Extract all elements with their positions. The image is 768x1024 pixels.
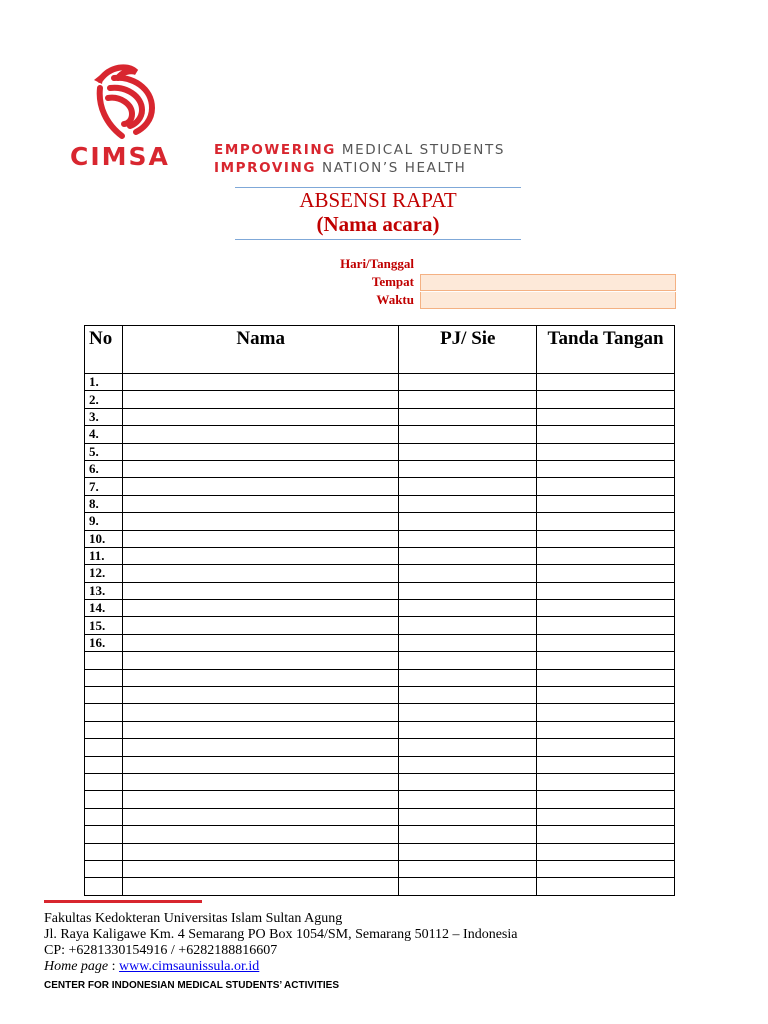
table-row	[85, 495, 675, 512]
table-row	[85, 582, 675, 599]
cell-nama[interactable]	[122, 704, 398, 721]
cell-pj-sie[interactable]	[399, 513, 537, 530]
cell-tanda-tangan[interactable]	[537, 408, 675, 425]
cell-tanda-tangan[interactable]	[537, 634, 675, 651]
row-number: 5.	[85, 443, 123, 460]
row-number: 11.	[85, 547, 123, 564]
cell-pj-sie[interactable]	[399, 704, 537, 721]
cell-pj-sie[interactable]	[399, 843, 537, 860]
cell-pj-sie[interactable]	[399, 582, 537, 599]
table-row	[85, 391, 675, 408]
cell-pj-sie[interactable]	[399, 634, 537, 651]
info-row-waktu	[300, 291, 676, 309]
tagline-nations-health: NATION’S HEALTH	[316, 160, 467, 176]
row-number: 15.	[85, 617, 123, 634]
homepage-link[interactable]: www.cimsaunissula.or.id	[119, 959, 260, 974]
row-number	[85, 843, 123, 860]
cell-pj-sie[interactable]	[399, 878, 537, 895]
cell-nama[interactable]	[122, 756, 398, 773]
row-number	[85, 669, 123, 686]
table-row	[85, 687, 675, 704]
row-number: 13.	[85, 582, 123, 599]
row-number	[85, 756, 123, 773]
table-row	[85, 408, 675, 425]
cell-tanda-tangan[interactable]	[537, 826, 675, 843]
cell-tanda-tangan[interactable]	[537, 843, 675, 860]
cell-nama[interactable]	[122, 513, 398, 530]
table-row	[85, 617, 675, 634]
row-number: 2.	[85, 391, 123, 408]
cell-nama[interactable]	[122, 391, 398, 408]
cell-nama[interactable]	[122, 860, 398, 877]
cell-nama[interactable]	[122, 495, 398, 512]
info-label-hari-tanggal: Hari/Tanggal	[340, 256, 414, 271]
cell-tanda-tangan[interactable]	[537, 669, 675, 686]
cell-tanda-tangan[interactable]	[537, 600, 675, 617]
title-subtitle: (Nama acara)	[316, 212, 440, 236]
cell-tanda-tangan[interactable]	[537, 565, 675, 582]
cell-nama[interactable]	[122, 617, 398, 634]
cell-tanda-tangan[interactable]	[537, 652, 675, 669]
info-value-waktu[interactable]	[420, 292, 676, 309]
row-number	[85, 687, 123, 704]
cell-pj-sie[interactable]	[399, 756, 537, 773]
homepage-separator: :	[108, 959, 120, 974]
cell-tanda-tangan[interactable]	[537, 582, 675, 599]
eagle-logo-icon	[70, 58, 170, 148]
cell-tanda-tangan[interactable]	[537, 495, 675, 512]
row-number: 4.	[85, 426, 123, 443]
row-number	[85, 721, 123, 738]
cell-pj-sie[interactable]	[399, 374, 537, 391]
cell-nama[interactable]	[122, 547, 398, 564]
page-title	[235, 188, 521, 236]
table-row	[85, 600, 675, 617]
title-main: ABSENSI RAPAT	[299, 188, 457, 212]
cell-pj-sie[interactable]	[399, 460, 537, 477]
cell-pj-sie[interactable]	[399, 721, 537, 738]
info-value-tempat[interactable]	[420, 274, 676, 291]
cell-nama[interactable]	[122, 600, 398, 617]
header-nama: Nama	[122, 326, 398, 374]
footer-contact: CP: +6281330154916 / +6282188816607	[44, 943, 278, 958]
row-number: 14.	[85, 600, 123, 617]
table-row	[85, 773, 675, 790]
cell-nama[interactable]	[122, 652, 398, 669]
cell-tanda-tangan[interactable]	[537, 391, 675, 408]
table-row	[85, 791, 675, 808]
row-number	[85, 878, 123, 895]
table-row	[85, 739, 675, 756]
cell-pj-sie[interactable]	[399, 791, 537, 808]
cell-pj-sie[interactable]	[399, 547, 537, 564]
cell-nama[interactable]	[122, 565, 398, 582]
cell-pj-sie[interactable]	[399, 669, 537, 686]
cell-pj-sie[interactable]	[399, 443, 537, 460]
cell-tanda-tangan[interactable]	[537, 443, 675, 460]
cell-pj-sie[interactable]	[399, 495, 537, 512]
cell-nama[interactable]	[122, 669, 398, 686]
row-number	[85, 773, 123, 790]
cell-nama[interactable]	[122, 443, 398, 460]
cell-tanda-tangan[interactable]	[537, 721, 675, 738]
table-row	[85, 530, 675, 547]
cell-nama[interactable]	[122, 773, 398, 790]
footer	[44, 911, 517, 994]
cell-nama[interactable]	[122, 460, 398, 477]
cell-nama[interactable]	[122, 739, 398, 756]
row-number	[85, 860, 123, 877]
table-row	[85, 547, 675, 564]
cell-tanda-tangan[interactable]	[537, 739, 675, 756]
cell-tanda-tangan[interactable]	[537, 513, 675, 530]
row-number: 8.	[85, 495, 123, 512]
table-row	[85, 878, 675, 895]
cell-tanda-tangan[interactable]	[537, 791, 675, 808]
cell-nama[interactable]	[122, 808, 398, 825]
table-row	[85, 513, 675, 530]
cell-tanda-tangan[interactable]	[537, 704, 675, 721]
cell-nama[interactable]	[122, 843, 398, 860]
header-no: No	[85, 326, 123, 374]
table-row	[85, 634, 675, 651]
cell-nama[interactable]	[122, 721, 398, 738]
cell-tanda-tangan[interactable]	[537, 687, 675, 704]
row-number: 1.	[85, 374, 123, 391]
table-row	[85, 460, 675, 477]
table-row	[85, 669, 675, 686]
footer-organization: CENTER FOR INDONESIAN MEDICAL STUDENTS’ ACTIVITIES	[44, 980, 340, 991]
cell-pj-sie[interactable]	[399, 426, 537, 443]
cell-nama[interactable]	[122, 582, 398, 599]
cell-pj-sie[interactable]	[399, 860, 537, 877]
info-label-waktu: Waktu	[376, 292, 414, 307]
brand-tagline	[214, 141, 505, 177]
table-row	[85, 478, 675, 495]
cell-pj-sie[interactable]	[399, 652, 537, 669]
cell-tanda-tangan[interactable]	[537, 617, 675, 634]
header-tanda-tangan: Tanda Tangan	[537, 326, 675, 374]
table-row	[85, 756, 675, 773]
cell-nama[interactable]	[122, 791, 398, 808]
cell-tanda-tangan[interactable]	[537, 374, 675, 391]
cell-nama[interactable]	[122, 687, 398, 704]
table-header-row	[85, 326, 675, 374]
cell-pj-sie[interactable]	[399, 826, 537, 843]
cell-pj-sie[interactable]	[399, 687, 537, 704]
table-row	[85, 808, 675, 825]
cell-pj-sie[interactable]	[399, 391, 537, 408]
cell-pj-sie[interactable]	[399, 565, 537, 582]
cell-nama[interactable]	[122, 530, 398, 547]
cell-nama[interactable]	[122, 426, 398, 443]
cell-tanda-tangan[interactable]	[537, 547, 675, 564]
info-value-hari-tanggal[interactable]	[420, 256, 676, 273]
cell-pj-sie[interactable]	[399, 478, 537, 495]
cell-nama[interactable]	[122, 478, 398, 495]
row-number: 12.	[85, 565, 123, 582]
row-number: 7.	[85, 478, 123, 495]
row-number: 16.	[85, 634, 123, 651]
attendance-table	[84, 325, 675, 896]
table-row	[85, 721, 675, 738]
title-bottom-rule	[235, 239, 521, 240]
meeting-info	[300, 255, 676, 309]
cell-pj-sie[interactable]	[399, 600, 537, 617]
tagline-empowering: EMPOWERING	[214, 142, 336, 158]
table-row	[85, 652, 675, 669]
table-row	[85, 860, 675, 877]
row-number	[85, 826, 123, 843]
info-label-tempat: Tempat	[371, 274, 414, 289]
table-row	[85, 426, 675, 443]
cell-nama[interactable]	[122, 374, 398, 391]
cell-tanda-tangan[interactable]	[537, 773, 675, 790]
cell-nama[interactable]	[122, 634, 398, 651]
cell-pj-sie[interactable]	[399, 808, 537, 825]
header-pj-sie: PJ/ Sie	[399, 326, 537, 374]
info-row-tempat	[300, 273, 676, 291]
cell-nama[interactable]	[122, 408, 398, 425]
table-row	[85, 826, 675, 843]
cell-tanda-tangan[interactable]	[537, 530, 675, 547]
footer-faculty: Fakultas Kedokteran Universitas Islam Sultan Agung	[44, 911, 343, 926]
table-row	[85, 443, 675, 460]
row-number	[85, 704, 123, 721]
cell-tanda-tangan[interactable]	[537, 808, 675, 825]
row-number	[85, 808, 123, 825]
cell-pj-sie[interactable]	[399, 530, 537, 547]
cell-tanda-tangan[interactable]	[537, 478, 675, 495]
cell-pj-sie[interactable]	[399, 739, 537, 756]
cell-tanda-tangan[interactable]	[537, 756, 675, 773]
row-number: 6.	[85, 460, 123, 477]
cell-pj-sie[interactable]	[399, 408, 537, 425]
row-number	[85, 791, 123, 808]
table-row	[85, 374, 675, 391]
cell-nama[interactable]	[122, 878, 398, 895]
brand-name: CIMSA	[70, 142, 170, 171]
table-row	[85, 843, 675, 860]
table-row	[85, 565, 675, 582]
footer-homepage	[44, 959, 517, 975]
cell-tanda-tangan[interactable]	[537, 860, 675, 877]
cell-tanda-tangan[interactable]	[537, 460, 675, 477]
row-number	[85, 739, 123, 756]
attendance-rows	[85, 374, 675, 896]
tagline-improving: IMPROVING	[214, 160, 317, 176]
cell-tanda-tangan[interactable]	[537, 878, 675, 895]
info-row-hari-tanggal	[300, 255, 676, 273]
tagline-medical-students: MEDICAL STUDENTS	[335, 142, 505, 158]
homepage-label: Home page	[44, 959, 109, 974]
table-row	[85, 704, 675, 721]
cell-tanda-tangan[interactable]	[537, 426, 675, 443]
cell-pj-sie[interactable]	[399, 617, 537, 634]
footer-accent-bar	[44, 900, 202, 903]
footer-address: Jl. Raya Kaligawe Km. 4 Semarang PO Box 1054/SM, Semarang 50112 – Indonesia	[44, 927, 518, 942]
cell-nama[interactable]	[122, 826, 398, 843]
row-number: 10.	[85, 530, 123, 547]
row-number: 9.	[85, 513, 123, 530]
row-number	[85, 652, 123, 669]
row-number: 3.	[85, 408, 123, 425]
cell-pj-sie[interactable]	[399, 773, 537, 790]
